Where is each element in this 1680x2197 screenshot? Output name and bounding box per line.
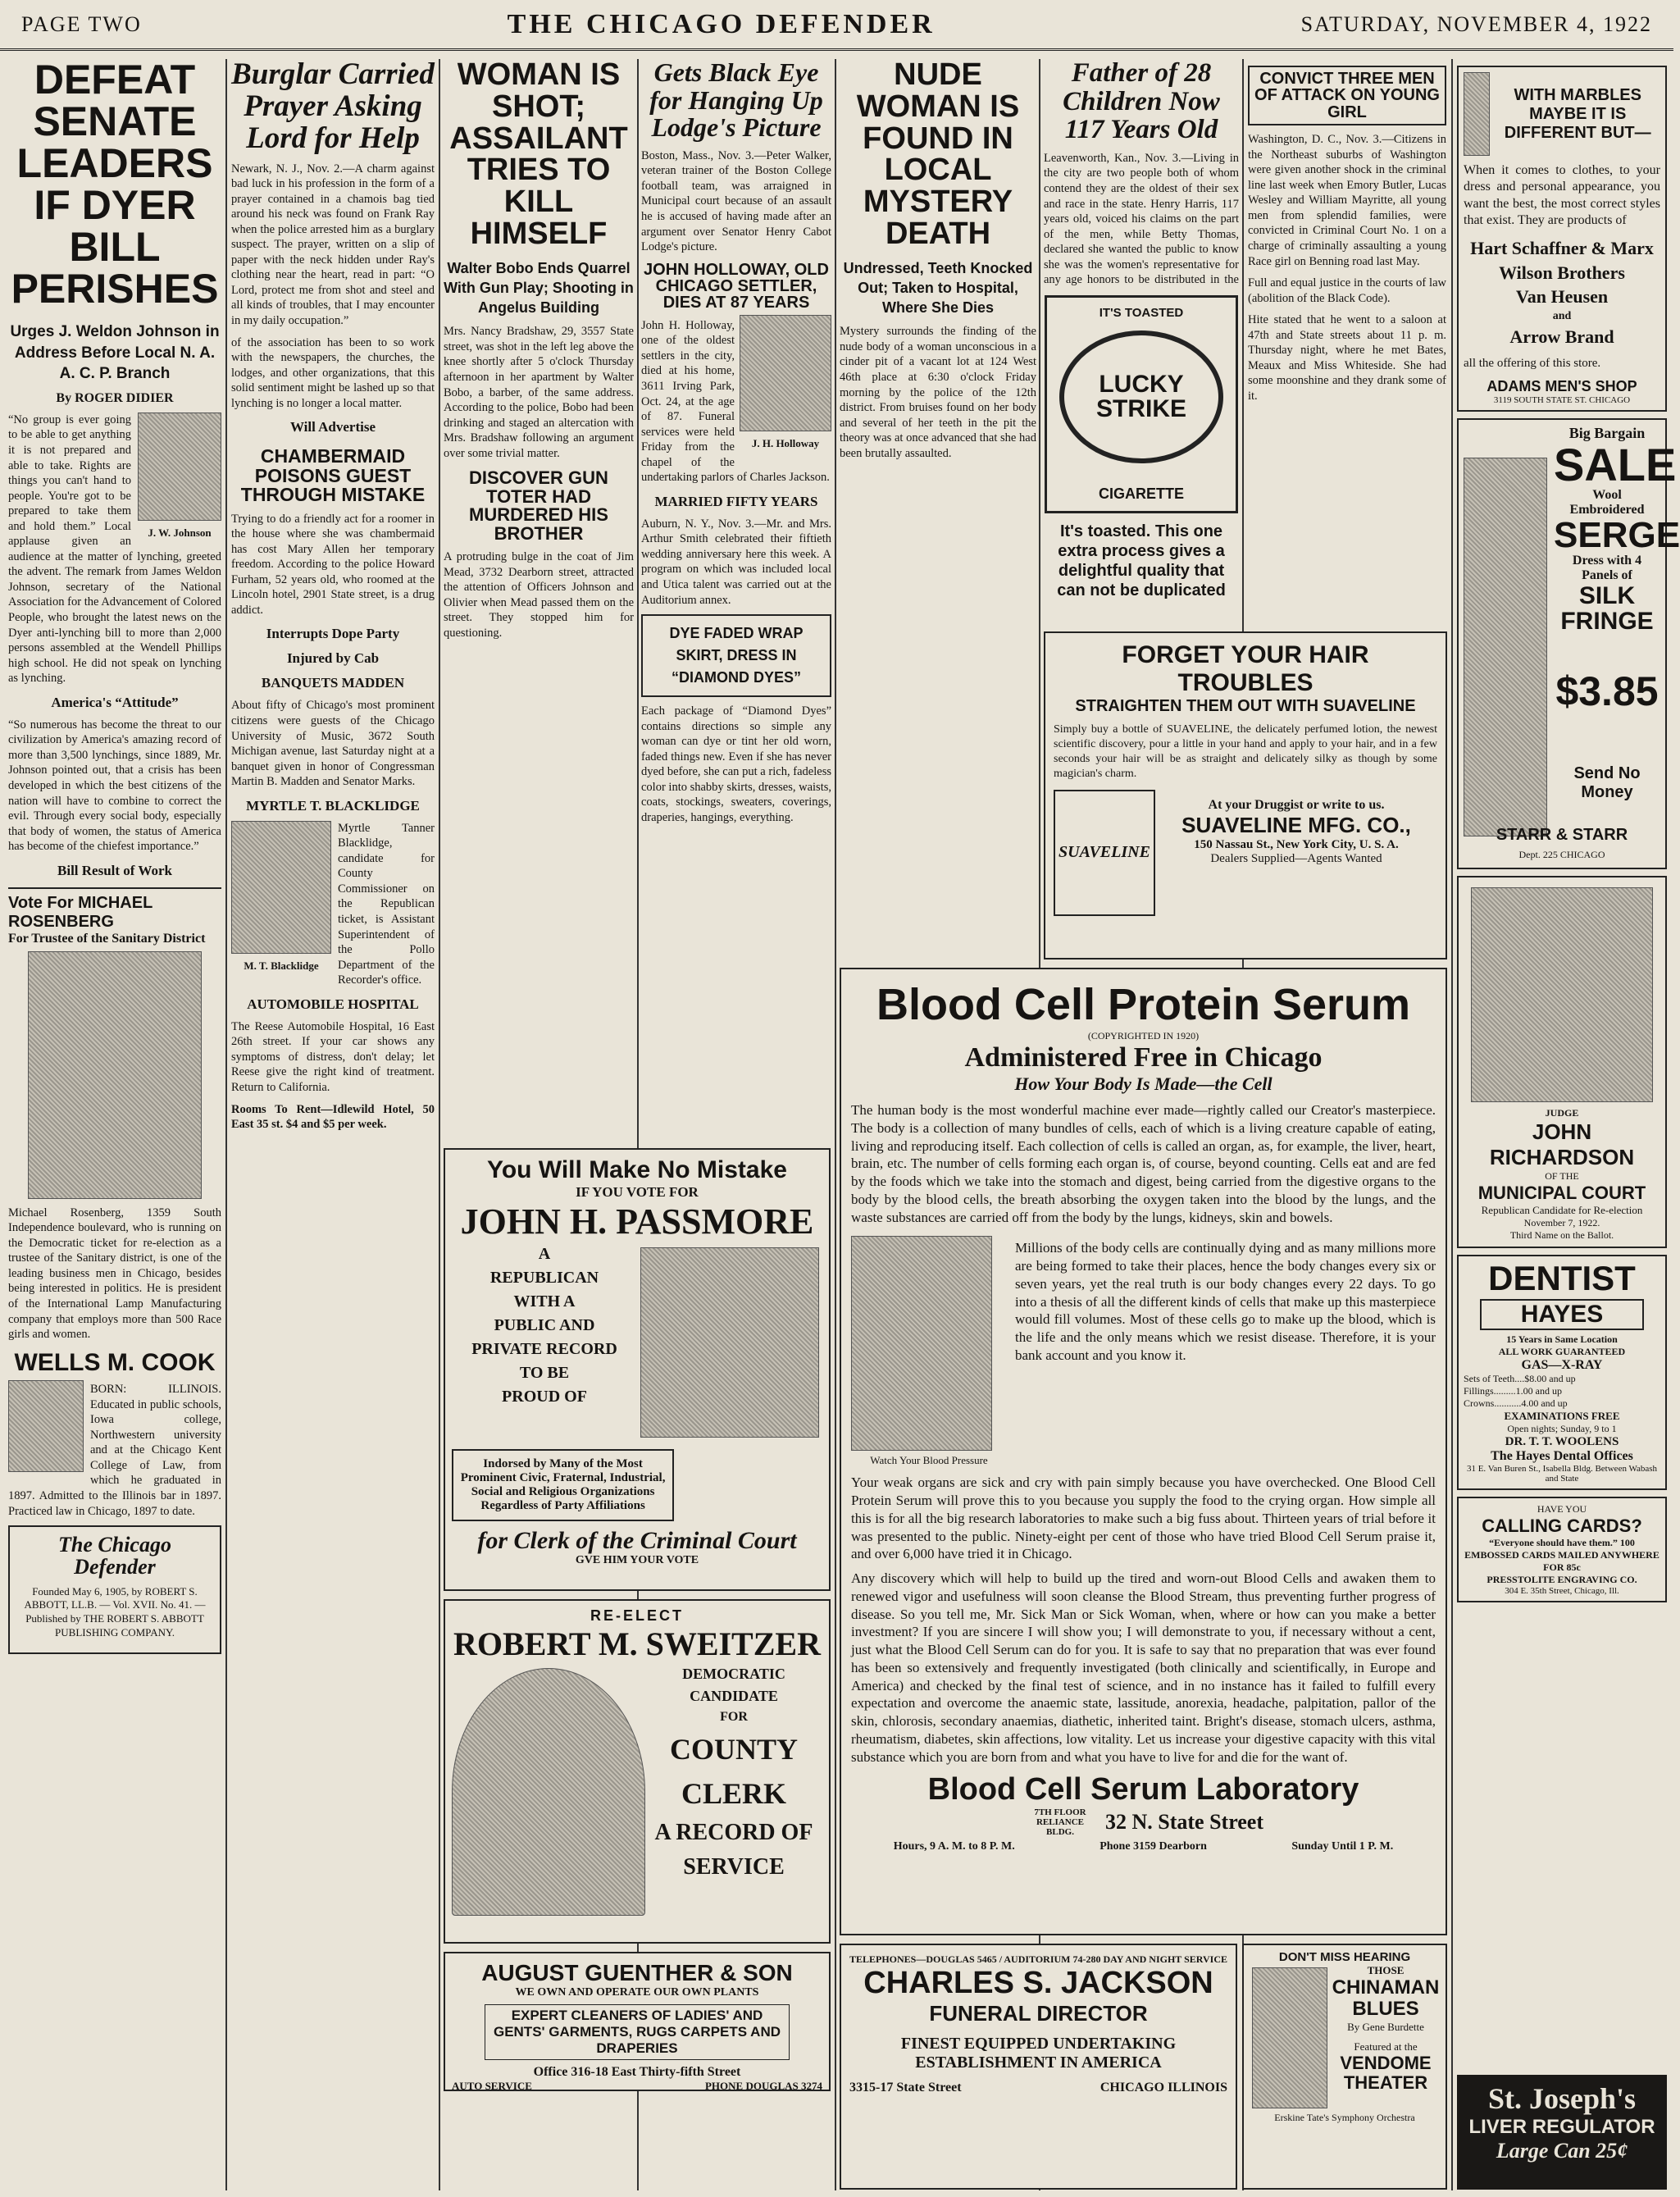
dress-line: Dress with 4 Panels of bbox=[1572, 553, 1642, 582]
blues-those: THOSE bbox=[1367, 1964, 1405, 1976]
headline-convict: CONVICT THREE MEN OF ATTACK ON YOUNG GIRL bbox=[1254, 70, 1440, 121]
serum-title: Blood Cell Protein Serum bbox=[876, 980, 1411, 1029]
dent-nights: Open nights; Sunday, 9 to 1 bbox=[1507, 1422, 1617, 1434]
article-body: Michael Rosenberg, 1359 South Independence boulevard, who is running on the Democratic ticket for re-election as a trustee of the Sanitary district, is one of the leading business men in Chicago, besides being interested in politics. He is president of the International Lamp Manufacturing company that employs more than 500 Race girls and women. bbox=[8, 1206, 221, 1342]
starr-name: STARR & STARR bbox=[1496, 825, 1628, 844]
lucky-strike-ad bbox=[1044, 287, 1239, 631]
brand-list bbox=[1464, 236, 1660, 349]
blues-top: DON'T MISS HEARING bbox=[1278, 1950, 1411, 1964]
calling-cards-ad bbox=[1457, 1497, 1667, 1602]
hair-dealers: Dealers Supplied—Agents Wanted bbox=[1210, 851, 1382, 865]
subhead: America's “Attitude” bbox=[51, 694, 179, 710]
column-1 bbox=[8, 59, 221, 2190]
cards-co: PRESSTOLITE ENGRAVING CO. bbox=[1487, 1573, 1637, 1585]
paper-title: THE CHICAGO DEFENDER bbox=[507, 8, 936, 39]
page-label: PAGE TWO bbox=[21, 11, 142, 36]
serum-tag: How Your Body Is Made—the Cell bbox=[1014, 1073, 1273, 1094]
dent-price: Crowns...........4.00 and up bbox=[1464, 1397, 1568, 1409]
serum-caption: Watch Your Blood Pressure bbox=[870, 1454, 988, 1467]
dent-addr: 31 E. Van Buren St., Isabella Bldg. Between Wabash and State bbox=[1466, 1463, 1658, 1484]
blues-featured: Featured at the bbox=[1354, 2040, 1418, 2053]
dentist-title: DENTIST bbox=[1488, 1258, 1636, 1297]
sweitzer-name: ROBERT M. SWEITZER bbox=[453, 1625, 821, 1662]
article-body: Mystery surrounds the finding of the nude body of a woman unconscious in a cinder pit of a vacant lot at 124 West 46th place at 6:30 o'clock Friday morning by the police of the 12th district. From bruises found on her body and several of her teeth in the pit the theory was at once advanced that she had been brutally assaulted. bbox=[840, 325, 1036, 460]
stjoe-can: Large Can 25¢ bbox=[1496, 2139, 1628, 2163]
guenther-line: EXPERT CLEANERS OF LADIES' AND GENTS' GARMENTS, RUGS CARPETS AND DRAPERIES bbox=[485, 2004, 790, 2060]
blood-pressure-illustration bbox=[851, 1236, 992, 1451]
article-body: “No group is ever going to be able to get anything it is not prepared and able to take. Rights are things you can't hand to people. You're got to be prepared to take them and hold them.” Local applause given an audience at the matter of lynching, greeted the advent. The remark from James Weldon Johnson, secretary of the National Association for the Advancement of Colored People, who brought the latest news on the Dyer anti-lynching bill to more than 2,000 persons assembled at the Wendell Phillips high school. He did not speak on lynching as lynching. bbox=[8, 413, 221, 686]
dent-free: EXAMINATIONS FREE bbox=[1504, 1409, 1620, 1422]
headline-dyer-bill: DEFEAT SENATE LEADERS IF DYER BILL PERISHES bbox=[11, 57, 219, 312]
brand-item: and bbox=[1552, 309, 1572, 322]
photo-caption: M. T. Blacklidge bbox=[244, 959, 319, 972]
guenther-ad bbox=[444, 1952, 831, 2091]
adams-ad bbox=[1457, 66, 1667, 412]
article-body: About fifty of Chicago's most prominent citizens were guests of the Chicago University of Music, 3672 South Michigan avenue, last Saturday night at a banquet given in honor of Congressman Martin B. Madden and Senator Marks. bbox=[231, 699, 435, 789]
serge-word: SERGE bbox=[1554, 514, 1680, 555]
starr-addr: Dept. 225 CHICAGO bbox=[1518, 848, 1605, 860]
burdette-photo bbox=[1252, 1967, 1327, 2108]
subhead: BANQUETS MADDEN bbox=[261, 675, 405, 691]
blood-serum-ad bbox=[840, 968, 1447, 1935]
hayes-dental-ad bbox=[1457, 1255, 1667, 1490]
column-8 bbox=[1457, 59, 1680, 2190]
article-body: Full and equal justice in the courts of law (abolition of the Black Code). bbox=[1248, 276, 1446, 305]
photo-caption: J. W. Johnson bbox=[148, 526, 212, 539]
headline-burglar: Burglar Carried Prayer Asking Lord for Help bbox=[231, 57, 435, 155]
column-2 bbox=[231, 59, 435, 2190]
hair-body: Simply buy a bottle of SUAVELINE, the delicately perfumed lotion, the newest scientific discovery, pour a little in your hand and apply to your hair, and in a few seconds your hair will be as straight and delicately silky as though by some magician's charm. bbox=[1054, 723, 1437, 780]
silk-fringe: SILK FRINGE bbox=[1560, 581, 1654, 636]
subhead: Bill Result of Work bbox=[57, 862, 172, 878]
headline-nude-woman: NUDE WOMAN IS FOUND IN LOCAL MYSTERY DEATH bbox=[856, 57, 1020, 251]
column-rule bbox=[1451, 59, 1453, 2190]
blues-title: CHINAMAN BLUES bbox=[1332, 1976, 1440, 2021]
judge-label: JUDGE bbox=[1545, 1106, 1579, 1119]
headline-woman-shot: WOMAN IS SHOT; ASSAILANT TRIES TO KILL HIMSELF bbox=[449, 57, 628, 251]
sweitzer-ad bbox=[444, 1599, 831, 1944]
subhead: Injured by Cab bbox=[286, 650, 380, 667]
judge-of: OF THE bbox=[1545, 1169, 1579, 1182]
rosenberg-photo bbox=[28, 951, 202, 1199]
brand-item: Hart Schaffner & Marx bbox=[1470, 237, 1654, 258]
lucky-bullseye bbox=[1059, 330, 1223, 463]
rooms-notice: Rooms To Rent—Idlewild Hotel, 50 East 35 st. $4 and $5 per week. bbox=[231, 1102, 435, 1132]
stjoe-liver: LIVER REGULATOR bbox=[1468, 2116, 1655, 2138]
cards-title: CALLING CARDS? bbox=[1482, 1515, 1642, 1536]
guenther-office: Office 316-18 East Thirty-fifth Street bbox=[533, 2065, 741, 2079]
headline-father-28: Father of 28 Children Now 117 Years Old bbox=[1063, 58, 1220, 145]
article-body: of the association has been to so work with the newspapers, the churches, the lodges, and other organizations, that this solid sentiment might be lashed up so that lynching is no longer a local matter. bbox=[231, 335, 435, 410]
ad-line: PUBLIC AND bbox=[494, 1316, 595, 1334]
dress-illustration bbox=[1464, 458, 1547, 836]
adams-addr: 3119 SOUTH STATE ST. CHICAGO bbox=[1493, 394, 1631, 405]
article-body: A protruding bulge in the coat of Jim Mead, 3732 Dearborn street, attracted the attention of Officers Johnson and Olivier when Mead passed them on the street. They stopped him for questioning. bbox=[444, 550, 634, 640]
serum-body-1: The human body is the most wonderful machine ever made—rightly called our Creator's masterpiece. The body is a collection of many bundles of cells, each of which is a living creature capable of eating, living and reproducing itself. Each collection of cells is called an organ, as, for example, the liver, heart, brain, etc. The number of cells forming each organ is, of course, beyond counting. Cells eat and are fed by the foods which we take into the stomach and digest, being carried from the digestive organs to the body by the blood cells, the breath absorbing the oxygen taken into the blood by the lungs, and the waste substances are carried off from the body by the lungs, kidneys, skin and bowels. bbox=[851, 1102, 1436, 1225]
johnson-photo bbox=[138, 413, 221, 539]
adams-shop: ADAMS MEN'S SHOP bbox=[1487, 377, 1637, 394]
article-body: Newark, N. J., Nov. 2.—A charm against bad luck in his profession in the form of a prayer contained in a chamois bag tied around his neck was found on Frank Ray when the police arrested him as a burglary suspect. The prayer, written on a slip of paper with the neck hidden under Ray's clothing near the heart, read in part: “O Lord, protect me from shot and steel and all kinds of troubles, that I may encounter in my daily occupation.” bbox=[231, 162, 435, 327]
deck-woman-shot: Walter Bobo Ends Quarrel With Gun Play; Shooting in Angelus Building bbox=[444, 259, 634, 317]
guenther-phone: PHONE DOUGLAS 3274 bbox=[704, 2080, 822, 2092]
suaveline-bottle bbox=[1054, 790, 1155, 916]
rosenberg-section bbox=[8, 887, 221, 1342]
column-rule bbox=[835, 59, 836, 2190]
marbles-illustration bbox=[1464, 72, 1490, 156]
publisher-info: Founded May 6, 1905, by ROBERT S. ABBOTT, LL.B. — Vol. XVII. No. 41. — Published by THE ROBERT S. ABBOTT PUBLISHING COMPANY. bbox=[24, 1584, 206, 1639]
hair-sub: STRAIGHTEN THEM OUT WITH SUAVELINE bbox=[1075, 697, 1416, 715]
serum-sub: Administered Free in Chicago bbox=[964, 1042, 1323, 1073]
sale-price: $3.85 bbox=[1555, 668, 1659, 714]
sweitzer-photo bbox=[452, 1668, 645, 1916]
article-body: The Reese Automobile Hospital, 16 East 26th street. If your car shows any symptoms of distress, don't delay; let Reese give the right kind of treatment. Return to California. bbox=[231, 1019, 435, 1094]
sale-big: Big Bargain bbox=[1568, 424, 1646, 441]
guenther-auto: AUTO SERVICE bbox=[452, 2080, 532, 2092]
serum-body-2: Millions of the body cells are continually dying and as many millions more are being formed to take their places, hence the body changes every six or seven years, yet the real truth is our body changes every 22 days. To go into a thesis of all the different kinds of cells that make up this masterpiece would fill volumes. Most of these cells go to make up the blood, which is the life and the only means which we resist disease. Therefore, it is your bank account and you know it. bbox=[1015, 1240, 1436, 1363]
article-body: Hite stated that he went to a saloon at 47th and State streets about 11 p. m. Thursday night, where he met Bates, Meaux and Miss Whiteside. She had some moonshine and they drank some of it. bbox=[1248, 313, 1446, 403]
hair-title: FORGET YOUR HAIR TROUBLES bbox=[1122, 641, 1369, 696]
guenther-sub: WE OWN AND OPERATE OUR OWN PLANTS bbox=[515, 1986, 759, 1999]
jackson-ad bbox=[840, 1944, 1237, 2190]
ad-line: SERVICE bbox=[683, 1854, 785, 1880]
subhead: Interrupts Dope Party bbox=[266, 626, 400, 642]
suaveline-brand: SUAVELINE bbox=[1059, 843, 1150, 862]
send-no-money: Send No Money bbox=[1573, 763, 1641, 801]
defender-info-box bbox=[8, 1525, 221, 1654]
serum-figure bbox=[851, 1233, 1007, 1467]
lucky-toasted: IT'S TOASTED bbox=[1099, 306, 1184, 320]
dent-line: 15 Years in Same Location bbox=[1506, 1333, 1618, 1345]
deck-nude-woman: Undressed, Teeth Knocked Out; Taken to Hospital, Where She Dies bbox=[843, 259, 1033, 317]
brand-item: Arrow Brand bbox=[1509, 326, 1614, 347]
jackson-title: FUNERAL DIRECTOR bbox=[929, 2001, 1148, 2026]
hayes-logo: HAYES bbox=[1480, 1299, 1644, 1330]
hair-address: 150 Nassau St., New York City, U. S. A. bbox=[1194, 837, 1399, 851]
article-body: John H. Holloway, one of the oldest settlers in the city, died at his home, 3611 Irving Park, Oct. 24, at the age of 87. Funeral services were held Friday from the chapel of the undertaking parlors of Charles Jackson. bbox=[641, 318, 830, 485]
judge-court: MUNICIPAL COURT bbox=[1477, 1182, 1646, 1203]
issue-date: SATURDAY, NOVEMBER 4, 1922 bbox=[1300, 11, 1652, 36]
blues-ad bbox=[1242, 1944, 1447, 2190]
column-rule bbox=[439, 59, 440, 2190]
hair-ask: At your Druggist or write to us. bbox=[1208, 797, 1385, 812]
judge-name: JOHN RICHARDSON bbox=[1489, 1119, 1635, 1169]
cards-addr: 304 E. 35th Street, Chicago, Ill. bbox=[1505, 1585, 1619, 1596]
sale-word: SALE bbox=[1554, 438, 1677, 490]
sale-wool: Wool Embroidered bbox=[1569, 487, 1645, 517]
dent-line: GAS—X-RAY bbox=[1521, 1357, 1603, 1372]
lucky-name: LUCKY STRIKE bbox=[1095, 371, 1186, 422]
article-body: Leavenworth, Kan., Nov. 3.—Living in the city are two people both of whom contend they are the oldest of their sex and race in the state. Henry Harris, 117 years old, voiced his claims on the part of the men, while Betty Thomas, declared she wanted the public to know she was the women's representative for any age honors to be distributed in the bbox=[1044, 151, 1239, 287]
headline-gun-toter: DISCOVER GUN TOTER HAD MURDERED HIS BROTHER bbox=[469, 467, 608, 544]
holloway-photo bbox=[740, 315, 831, 449]
cards-q: HAVE YOU bbox=[1537, 1502, 1587, 1515]
suaveline-ad bbox=[1044, 631, 1447, 959]
jackson-tel: TELEPHONES—DOUGLAS 5465 / AUDITORIUM 74-280 bbox=[849, 1953, 1101, 1965]
dye-headline: DYE FADED WRAP SKIRT, DRESS IN “DIAMOND DYES” bbox=[641, 614, 831, 697]
vote-subhead: For Trustee of the Sanitary District bbox=[8, 931, 206, 946]
subhead: Will Advertise bbox=[289, 419, 376, 435]
article-body: Trying to do a friendly act for a roomer in the house where she was chambermaid has cost Mary Allen her temporary freedom. According to the police Howard Furham, 52 years old, who roomed at the Lincoln hotel, 2901 State street, is a drug addict. bbox=[231, 512, 435, 617]
serum-floor: 7TH FLOOR RELIANCE BLDG. bbox=[1034, 1807, 1086, 1838]
st-josephs-ad bbox=[1457, 2075, 1667, 2190]
defender-nameplate: The Chicago Defender bbox=[58, 1533, 171, 1579]
article-body: Each package of “Diamond Dyes” contains directions so simple any woman can dye or tint her old worn, faded things new. Even if she has never dyed before, she can put a rich, fadeless color into shabby skirts, dresses, waists, coats, stockings, sweaters, coverings, draperies, hangings, everything. bbox=[641, 704, 831, 824]
article-body: Boston, Mass., Nov. 3.—Peter Walker, veteran trainer of the Boston College football team, was arraigned in Municipal court because of an assault he is accused of having made after an argument over Senator Henry Cabot Lodge's picture. bbox=[641, 148, 831, 254]
headline-chambermaid: CHAMBERMAID POISONS GUEST THROUGH MISTAKE bbox=[240, 445, 426, 506]
blacklidge-photo bbox=[231, 821, 331, 972]
hair-company: SUAVELINE MFG. CO., bbox=[1181, 812, 1411, 837]
jackson-city: CHICAGO ILLINOIS bbox=[1100, 2081, 1227, 2094]
offering-note: all the offering of this store. bbox=[1464, 356, 1601, 370]
judge-date: November 7, 1922. bbox=[1523, 1216, 1600, 1228]
passmore-indorsed: Indorsed by Many of the Most Prominent Civic, Fraternal, Industrial, Social and Religious Organizations Regardless of Party Affiliations bbox=[452, 1449, 674, 1521]
deck-dyer-bill: Urges J. Weldon Johnson in Address Before Local N. A. A. C. P. Branch bbox=[10, 323, 220, 383]
cook-photo bbox=[8, 1380, 84, 1472]
myrtle-headline: MYRTLE T. BLACKLIDGE bbox=[246, 797, 420, 814]
jackson-service: DAY AND NIGHT SERVICE bbox=[1103, 1953, 1227, 1965]
reelect-label: RE-ELECT bbox=[590, 1607, 684, 1624]
serum-lab: Blood Cell Serum Laboratory bbox=[927, 1772, 1359, 1807]
marbles-headline: WITH MARBLES MAYBE IT IS DIFFERENT BUT— bbox=[1504, 85, 1651, 142]
ad-line: A bbox=[538, 1245, 551, 1263]
brand-item: Van Heusen bbox=[1515, 286, 1609, 308]
passmore-name: JOHN H. PASSMORE bbox=[460, 1201, 814, 1242]
ad-line: WITH A bbox=[513, 1292, 576, 1310]
married-headline: MARRIED FIFTY YEARS bbox=[654, 493, 818, 509]
ad-line: TO BE bbox=[519, 1364, 570, 1382]
article-body: Myrtle Tanner Blacklidge, candidate for County Commissioner on the Republican ticket, is Assistant Superintendent of the Pollo Department of the Recorder's office. bbox=[338, 821, 435, 987]
ad-line: COUNTY bbox=[669, 1733, 798, 1766]
passmore-ad bbox=[444, 1148, 831, 1591]
ad-line: CLERK bbox=[681, 1777, 787, 1810]
richardson-ad bbox=[1457, 876, 1667, 1248]
blues-theater: VENDOME THEATER bbox=[1340, 2052, 1432, 2093]
serum-address: 32 N. State Street bbox=[1104, 1810, 1264, 1835]
dent-line: ALL WORK GUARANTEED bbox=[1498, 1345, 1626, 1357]
cards-body: “Everyone should have them.” 100 EMBOSSED CARDS MAILED ANYWHERE FOR 85c bbox=[1464, 1536, 1660, 1573]
column-5 bbox=[840, 59, 1036, 1101]
ad-line: PROUD OF bbox=[502, 1388, 587, 1406]
serum-body-3: Your weak organs are sick and cry with pain simply because you have overchecked. One Blood Cell Protein Serum will prove this to you because you supply the food to the crying organ. How simple all this is for all the big research laboratories to make such a big fuss about. Thirteen years of trial before it was presented to the public. Ninety-eight per cent of those who have tried Blood Cell Serum praise it, and over 6,000 have tried it in Chicago. bbox=[851, 1475, 1436, 1562]
ad-line: CANDIDATE bbox=[690, 1688, 778, 1704]
wells-cook-headline: WELLS M. COOK bbox=[14, 1348, 216, 1376]
headline-holloway: JOHN HOLLOWAY, OLD CHICAGO SETTLER, DIES AT 87 YEARS bbox=[644, 260, 829, 312]
serum-sunday: Sunday Until 1 P. M. bbox=[1291, 1840, 1394, 1853]
serum-phone: Phone 3159 Dearborn bbox=[1100, 1840, 1207, 1853]
marbles-body: When it comes to clothes, to your dress and personal appearance, you want the best, the most correct styles that exist. They are products of bbox=[1464, 163, 1660, 228]
auto-hospital-headline: AUTOMOBILE HOSPITAL bbox=[247, 996, 419, 1012]
ad-line: PRIVATE RECORD bbox=[471, 1340, 617, 1358]
article-body: Auburn, N. Y., Nov. 3.—Mr. and Mrs. Arthur Smith celebrated their fiftieth wedding anniversary here this week. A program on which was included local and Utica talent was carried out at the Auditorium annex. bbox=[641, 517, 831, 607]
column-7 bbox=[1248, 59, 1446, 650]
dent-dr: DR. T. T. WOOLENS bbox=[1505, 1434, 1619, 1448]
article-body: “So numerous has become the threat to our civilization by America's amazing record of more than 3,500 lynchings, since 1889, Mr. Johnson pointed out, that a crisis has been developed in which the best citizens of the nation will have to combine to correct the evil. Through every social body, especially that body of women, the status of America has become of the chiefest importance.” bbox=[8, 718, 221, 854]
guenther-name: AUGUST GUENTHER & SON bbox=[481, 1960, 793, 1985]
jackson-addr: 3315-17 State Street bbox=[849, 2081, 962, 2094]
serum-body-4: Any discovery which will help to build up the tired and worn-out Blood Cells and awaken them to renewed vigor and usefulness will soon cleanse the Blood Stream, thus preventing further progress of disease. So you tell me, Mr. Sick Man or Sick Woman, when, where or how can you make a better investment? If you are sincere I will show you; I will demonstrate to you, if necessary without a cent, just what the Blood Cell Serum can do for you. It is safe to say that no preparation that was ever found has been so extensively and frequently investigated (both clinically and scientifically, in Europe and America) and checked by the final test of science, and in no instance has it failed to fulfill every expectation and overcome the anaemic state, lassitude, anorexia, headache, palpitation, pallor of the skin, chlorosis, secondary anaemias, diathetic, inherited taint. Bright's disease, stomach ulcers, asthma, rheumatism, diabetes, skin affections, low vitality. Let us increase your digestive capacity with this vital substance which you are born from and what you have to live for and die for the want of. bbox=[851, 1570, 1436, 1765]
passmore-photo bbox=[640, 1247, 820, 1438]
byline: By ROGER DIDIER bbox=[56, 390, 174, 405]
photo-caption: J. H. Holloway bbox=[751, 436, 820, 449]
jackson-name: CHARLES S. JACKSON bbox=[863, 1966, 1213, 2000]
serge-ad bbox=[1457, 418, 1680, 869]
jackson-line: FINEST EQUIPPED UNDERTAKING ESTABLISHMENT IN AMERICA bbox=[900, 2035, 1177, 2072]
passmore-ad-sub: IF YOU VOTE FOR bbox=[576, 1184, 699, 1200]
serum-hours: Hours, 9 A. M. to 8 P. M. bbox=[893, 1840, 1015, 1853]
lucky-tagline: It's toasted. This one extra process gives a delightful quality that can not be duplicated bbox=[1057, 522, 1226, 599]
judge-ballot: Third Name on the Ballot. bbox=[1509, 1228, 1614, 1241]
blues-by: By Gene Burdette bbox=[1347, 2020, 1424, 2033]
vote-headline: Vote For MICHAEL ROSENBERG bbox=[8, 893, 153, 931]
ad-line: A RECORD OF bbox=[654, 1820, 813, 1845]
richardson-photo bbox=[1471, 887, 1653, 1102]
headline-black-eye: Gets Black Eye for Hanging Up Lodge's Picture bbox=[649, 57, 823, 143]
masthead bbox=[0, 0, 1673, 51]
article-body: BORN: ILLINOIS. Educated in public schools, Iowa college, Northwestern university and at the Chicago Kent College of Law, from which he graduated in 1897. Admitted to the Illinois bar in 1897. Practiced law in Chicago, 1897 to date. bbox=[8, 1383, 221, 1518]
passmore-office: for Clerk of the Criminal Court bbox=[477, 1527, 797, 1554]
article-body: Mrs. Nancy Bradshaw, 29, 3557 State street, was shot in the left leg above the knee shortly after 5 o'clock Thursday afternoon in her apartment by Walter Bobo, a barber, of the same address. According to the police, Bobo had been drinking and staged an altercation with Mrs. Bradshaw following an argument over some trivial matter. bbox=[444, 325, 634, 460]
sweitzer-text bbox=[645, 1663, 822, 1921]
passmore-text bbox=[452, 1242, 637, 1443]
ad-line: FOR bbox=[720, 1710, 748, 1724]
passmore-vote: GVE HIM YOUR VOTE bbox=[575, 1553, 699, 1566]
lucky-cigarette: CIGARETTE bbox=[1098, 485, 1184, 502]
article-body: Washington, D. C., Nov. 3.—Citizens in the Northeast suburbs of Washington were given another shock in the criminal line last week when Emory Butler, Lucas Wesley and William Mayritte, all young men from splendid families, were convicted in Criminal Court No. 1 on a charge of criminally assaulting a young Race girl on Benning road last May. bbox=[1248, 133, 1446, 268]
brand-item: Wilson Brothers bbox=[1499, 262, 1625, 283]
ad-line: REPUBLICAN bbox=[489, 1269, 599, 1287]
serum-copyright: (COPYRIGHTED IN 1920) bbox=[1087, 1030, 1200, 1042]
convict-box bbox=[1248, 66, 1446, 125]
column-rule bbox=[225, 59, 227, 2190]
dent-price: Fillings.........1.00 and up bbox=[1464, 1384, 1563, 1397]
stjoe-name: St. Joseph's bbox=[1487, 2082, 1637, 2115]
ad-line: DEMOCRATIC bbox=[682, 1666, 785, 1682]
dent-office: The Hayes Dental Offices bbox=[1491, 1448, 1633, 1463]
passmore-ad-head: You Will Make No Mistake bbox=[487, 1156, 787, 1183]
dent-price: Sets of Teeth....$8.00 and up bbox=[1464, 1372, 1576, 1384]
column-4 bbox=[641, 59, 831, 1142]
lucky-strike-logo bbox=[1045, 295, 1238, 513]
blues-orch: Erskine Tate's Symphony Orchestra bbox=[1274, 2112, 1415, 2123]
judge-rep: Republican Candidate for Re-election bbox=[1481, 1203, 1643, 1216]
